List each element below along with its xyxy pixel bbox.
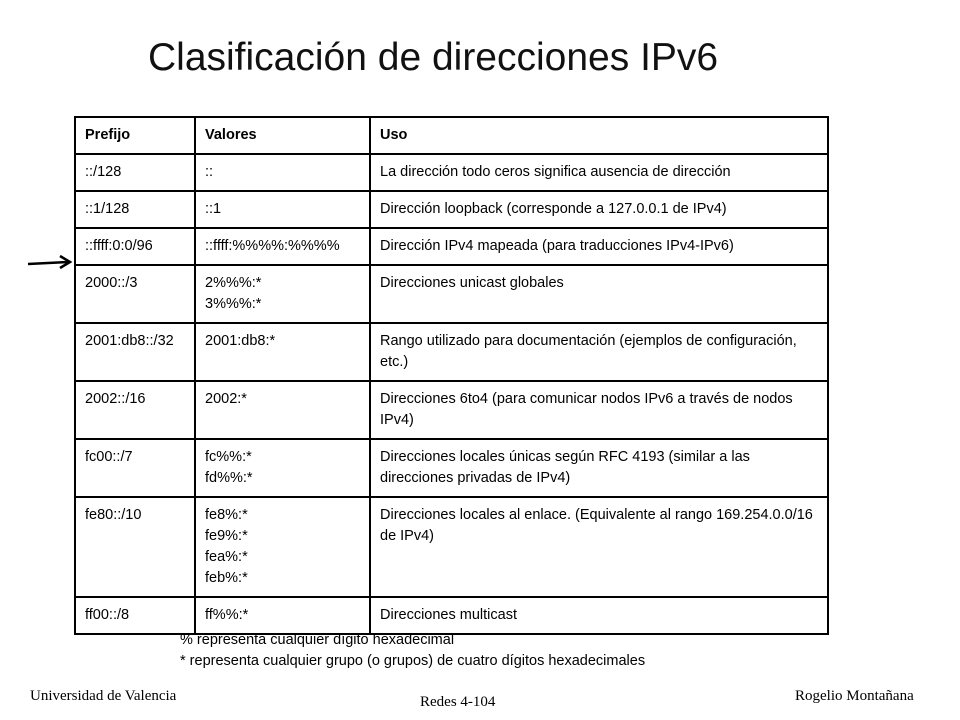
cell-uso: Direcciones 6to4 (para comunicar nodos IPv6 a través de nodos IPv4): [370, 381, 828, 439]
right-arrow-icon: [26, 250, 76, 274]
cell-uso: La dirección todo ceros significa ausencia de dirección: [370, 154, 828, 191]
cell-valor-line: 2001:db8:*: [205, 333, 276, 349]
cell-valor-line: ::1: [205, 201, 222, 217]
cell-prefijo: 2001:db8::/32: [75, 323, 195, 381]
cell-uso: Direcciones unicast globales: [370, 265, 828, 323]
footer-university: Universidad de Valencia: [30, 688, 177, 704]
cell-prefijo: ff00::/8: [75, 597, 195, 634]
cell-uso: Dirección loopback (corresponde a 127.0.0.1 de IPv4): [370, 191, 828, 228]
table-body: [75, 154, 828, 634]
table-row: [75, 265, 828, 323]
table-row: [75, 439, 828, 497]
cell-valor-line: fe8%:*: [205, 507, 248, 523]
table-row: [75, 597, 828, 634]
note-percent: % representa cualquier dígito hexadecimal: [180, 632, 455, 648]
note-asterisk: * representa cualquier grupo (o grupos) de cuatro dígitos hexadecimales: [180, 653, 646, 669]
header-valores: Valores: [195, 117, 370, 154]
cell-valor-line: 3%%%:*: [205, 296, 262, 312]
ipv6-classification-table: [74, 116, 829, 635]
cell-uso: Dirección IPv4 mapeada (para traducciones IPv4-IPv6): [370, 228, 828, 265]
page-title: Clasificación de direcciones IPv6: [148, 36, 719, 79]
table-header-row: [75, 117, 828, 154]
table-row: [75, 323, 828, 381]
cell-valor-line: ::ffff:%%%%:%%%%: [205, 238, 340, 254]
header-prefijo: Prefijo: [75, 117, 195, 154]
cell-prefijo: 2002::/16: [75, 381, 195, 439]
table-row: [75, 191, 828, 228]
header-uso: Uso: [370, 117, 828, 154]
footer-author: Rogelio Montañana: [795, 688, 914, 704]
cell-valores: [195, 323, 370, 381]
cell-valor-line: feb%:*: [205, 570, 248, 586]
cell-valores: [195, 439, 370, 497]
cell-valor-line: fc%%:*: [205, 449, 252, 465]
table-row: [75, 497, 828, 597]
cell-prefijo: ::1/128: [75, 191, 195, 228]
cell-valores: [195, 154, 370, 191]
cell-valor-line: 2002:*: [205, 391, 247, 407]
cell-valor-line: fe9%:*: [205, 528, 248, 544]
cell-prefijo: ::ffff:0:0/96: [75, 228, 195, 265]
cell-valor-line: ff%%:*: [205, 607, 249, 623]
cell-valores: [195, 228, 370, 265]
cell-valor-line: fd%%:*: [205, 470, 253, 486]
table-row: [75, 154, 828, 191]
cell-valor-line: fea%:*: [205, 549, 248, 565]
cell-valores: [195, 497, 370, 597]
cell-uso: Rango utilizado para documentación (ejemplos de configuración, etc.): [370, 323, 828, 381]
cell-uso: Direcciones locales únicas según RFC 4193 (similar a las direcciones privadas de IPv4): [370, 439, 828, 497]
cell-uso: Direcciones multicast: [370, 597, 828, 634]
table-row: [75, 381, 828, 439]
notes: [180, 630, 645, 672]
cell-prefijo: fe80::/10: [75, 497, 195, 597]
cell-valores: [195, 597, 370, 634]
cell-valores: [195, 191, 370, 228]
cell-valor-line: ::: [205, 164, 214, 180]
table-row: [75, 228, 828, 265]
cell-prefijo: 2000::/3: [75, 265, 195, 323]
cell-valores: [195, 265, 370, 323]
footer-slide-number: Redes 4-104: [420, 694, 496, 710]
cell-valor-line: 2%%%:*: [205, 275, 262, 291]
cell-prefijo: ::/128: [75, 154, 195, 191]
cell-valores: [195, 381, 370, 439]
cell-prefijo: fc00::/7: [75, 439, 195, 497]
cell-uso: Direcciones locales al enlace. (Equivalente al rango 169.254.0.0/16 de IPv4): [370, 497, 828, 597]
